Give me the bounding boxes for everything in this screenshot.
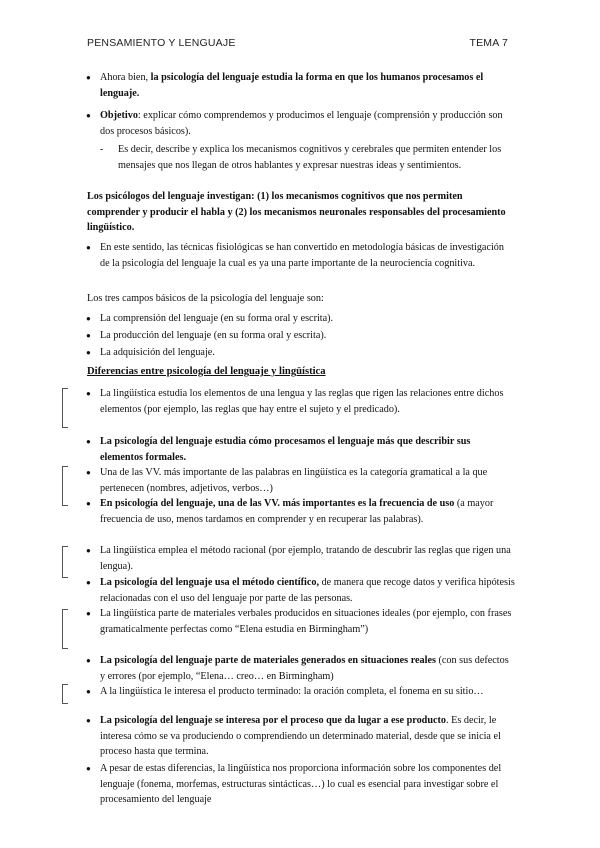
difference-item: La psicología del lenguaje estudia cómo procesamos el lenguaje más que describir sus elementos formales. [100,436,471,463]
techniques-bullet: En este sentido, las técnicas fisiológicas se han convertido en metodología básicas de investigación de la psicología del lenguaje la cual es ya una parte importante de la neurociencia cognitiva. [100,242,504,269]
difference-item: En psicología del lenguaje, una de las VV. más importantes es la frecuencia de uso (a mayor frecuencia de uso, menos tardamos en comprender y en recuperar las palabras). [100,498,494,525]
bullet-icon: ● [86,111,91,120]
field-item: La adquisición del lenguaje. [100,347,215,358]
bullet-icon: ● [86,764,91,773]
bracket-mark [62,466,68,506]
objective-subitem: Es decir, describe y explica los mecanismos cognitivos y cerebrales que permiten entender los mensajes que nos llegan de otros hablantes y expresar nuestras ideas y sentimientos. [118,144,502,171]
difference-item: La lingüística estudia los elementos de una lengua y las reglas que rigen las relaciones entre dichos elementos (por ejemplo, las reglas que hay entre el sujeto y el predicado). [100,388,504,415]
bullet-icon: ● [86,656,91,665]
difference-item: A la lingüística le interesa el producto terminado: la oración completa, el fonema en su sitio… [100,686,484,697]
field-item: La producción del lenguaje (en su forma oral y escrita). [100,330,327,341]
bullet-icon: ● [86,716,91,725]
bullet-icon: ● [86,243,91,252]
bracket-mark [62,546,68,578]
difference-item: La lingüística emplea el método racional (por ejemplo, tratando de descubrir las reglas que rigen una lengua). [100,545,511,572]
difference-item: La lingüística parte de materiales verbales producidos en situaciones ideales (por ejemplo, con frases gramaticalmente perfectas como “Elena estudia en Birmingham”) [100,608,512,635]
intro-bullet: Ahora bien, la psicología del lenguaje estudia la forma en que los humanos procesamos el lenguaje. [100,72,484,99]
fields-intro: Los tres campos básicos de la psicología del lenguaje son: [87,293,324,304]
difference-item: La psicología del lenguaje se interesa por el proceso que da lugar a ese producto. Es decir, le interesa cómo se va produciendo o comprendiendo un determinado material, desde que se inicia el proceso hasta que termina. [100,715,501,758]
field-item: La comprensión del lenguaje (en su forma oral y escrita). [100,313,334,324]
difference-item: A pesar de estas diferencias, la lingüística nos proporciona información sobre los componentes del lenguaje (fonema, morfemas, estructuras sintácticas…) lo cual es esencial para investigar sobre el procesamiento del lenguaje [100,763,502,806]
bullet-icon: ● [86,609,91,618]
bracket-mark [62,684,68,704]
dash-icon: - [100,144,104,155]
bullet-icon: ● [86,546,91,555]
bracket-mark [62,609,68,649]
bullet-icon: ● [86,499,91,508]
bullet-icon: ● [86,348,91,357]
bullet-icon: ● [86,578,91,587]
bullet-icon: ● [86,468,91,477]
section-heading: Diferencias entre psicología del lenguaje y lingüística [87,366,326,377]
objective-bullet: Objetivo: explicar cómo comprendemos y producimos el lenguaje (comprensión y producción son dos procesos básicos). [100,110,503,137]
difference-item: La psicología del lenguaje parte de materiales generados en situaciones reales (con sus defectos y errores (por ejemplo, “Elena… creo… en Birmingham) [100,655,509,682]
investigation-paragraph: Los psicólogos del lenguaje investigan: (1) los mecanismos cognitivos que nos permiten comprender y producir el habla y (2) los mecanismos neuronales responsables del procesamiento lingüístico. [87,191,506,234]
bullet-icon: ● [86,314,91,323]
bullet-icon: ● [86,389,91,398]
bullet-icon: ● [86,437,91,446]
header-topic: TEMA 7 [469,37,508,49]
bullet-icon: ● [86,331,91,340]
difference-item: La psicología del lenguaje usa el método científico, de manera que recoge datos y verifica hipótesis relacionadas con el uso del lenguaje por parte de las personas. [100,577,515,604]
bullet-icon: ● [86,687,91,696]
header-title: PENSAMIENTO Y LENGUAJE [87,37,236,49]
bracket-mark [62,388,68,428]
difference-item: Una de las VV. más importante de las palabras en lingüística es la categoría gramatical a la que pertenecen (nombres, adjetivos, verbos…) [100,467,488,494]
bullet-icon: ● [86,73,91,82]
